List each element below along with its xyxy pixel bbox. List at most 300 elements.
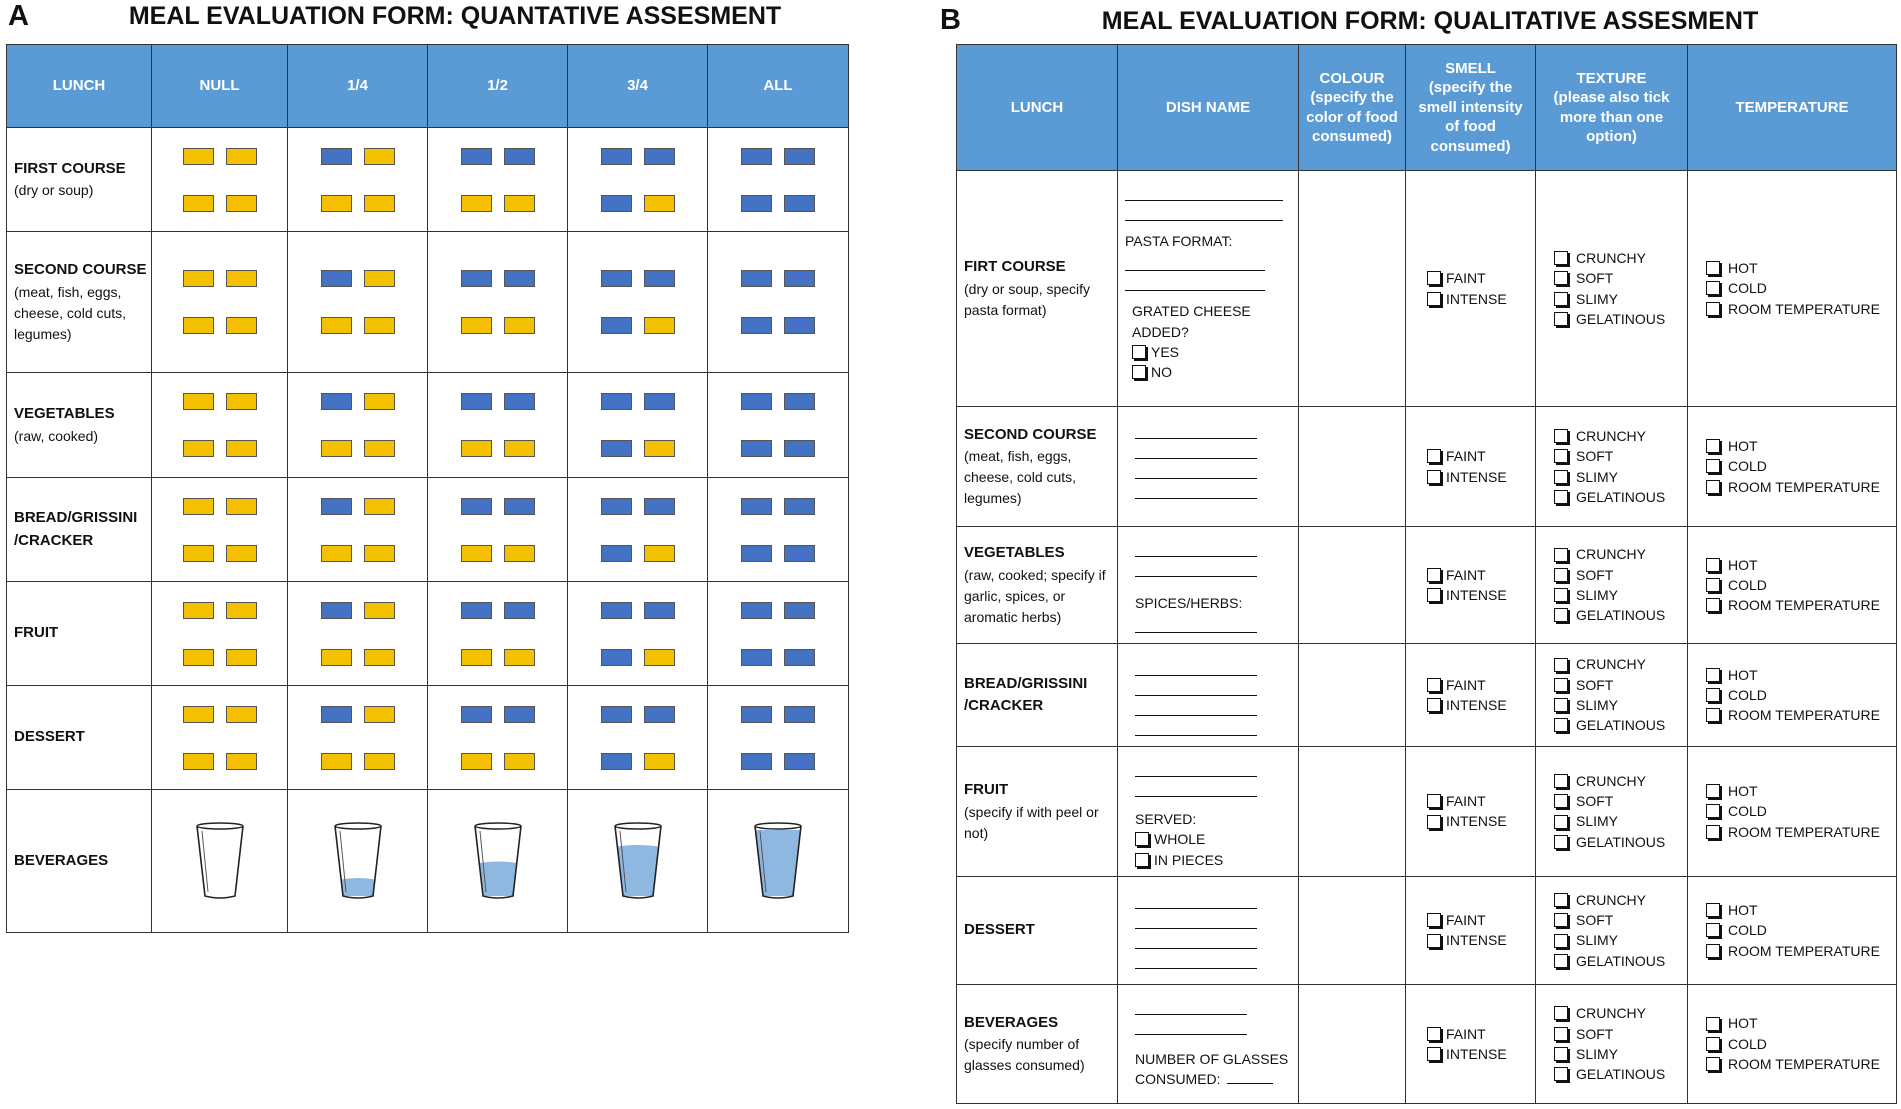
checkbox-icon[interactable] — [1427, 470, 1441, 484]
checkbox-icon[interactable] — [1554, 698, 1568, 712]
smell-option-intense[interactable] — [1427, 467, 1535, 487]
smell-option-intense[interactable] — [1427, 585, 1535, 605]
temperature-option-room-temperature[interactable] — [1706, 941, 1896, 961]
spices-herbs-label: SPICES/HERBS: — [1135, 595, 1243, 611]
dish-name-cell[interactable] — [1118, 644, 1299, 747]
checkbox-icon[interactable] — [1554, 954, 1568, 968]
option-label: SLIMY — [1576, 813, 1619, 830]
checkbox-icon[interactable] — [1554, 271, 1568, 285]
smell-cell — [1406, 747, 1536, 877]
option-label: HOT — [1728, 260, 1758, 277]
checkbox-icon[interactable] — [1554, 658, 1568, 672]
write-in-line[interactable] — [1135, 419, 1257, 439]
checkbox-icon[interactable] — [1427, 449, 1441, 463]
checkbox-icon[interactable] — [1554, 774, 1568, 788]
dish-name-cell[interactable] — [1118, 407, 1299, 527]
eaten-portion-block — [601, 270, 632, 287]
uneaten-portion-block — [461, 649, 492, 666]
dish-name-cell[interactable] — [1118, 527, 1299, 644]
write-in-line[interactable] — [1135, 439, 1257, 459]
portion-cell[interactable] — [568, 373, 708, 478]
portion-cell[interactable] — [708, 232, 849, 373]
served-whole-option[interactable] — [1135, 829, 1298, 849]
colour-cell[interactable] — [1299, 171, 1406, 407]
portion-cell[interactable] — [708, 582, 849, 686]
uneaten-portion-block — [644, 440, 675, 457]
uneaten-portion-block — [321, 440, 352, 457]
write-in-line[interactable] — [1135, 757, 1257, 777]
eaten-portion-block — [741, 649, 772, 666]
glasses-count-blank[interactable] — [1227, 1083, 1273, 1084]
portion-icon — [461, 393, 535, 457]
checkbox-icon[interactable] — [1135, 832, 1149, 846]
texture-option-gelatinous[interactable] — [1554, 487, 1687, 507]
checkbox-icon[interactable] — [1706, 261, 1720, 275]
texture-option-crunchy[interactable] — [1554, 248, 1687, 268]
write-in-line[interactable] — [1135, 459, 1257, 479]
checkbox-icon[interactable] — [1554, 429, 1568, 443]
temperature-option-hot[interactable] — [1706, 665, 1896, 685]
option-label: ROOM TEMPERATURE — [1728, 478, 1880, 495]
uneaten-portion-block — [644, 545, 675, 562]
texture-option-slimy[interactable] — [1554, 289, 1687, 309]
texture-option-soft[interactable] — [1554, 1024, 1687, 1044]
glass-icon — [612, 820, 664, 902]
spacer — [1125, 291, 1298, 301]
eaten-portion-block — [644, 602, 675, 619]
dish-name-cell[interactable] — [1118, 747, 1299, 877]
colour-cell[interactable] — [1299, 644, 1406, 747]
checkbox-icon[interactable] — [1554, 588, 1568, 602]
texture-title: TEXTURE — [1576, 69, 1647, 87]
temperature-option-cold[interactable] — [1706, 685, 1896, 705]
texture-option-soft[interactable] — [1554, 910, 1687, 930]
smell-option-faint[interactable] — [1427, 791, 1535, 811]
checkbox-icon[interactable] — [1554, 1027, 1568, 1041]
portion-cell[interactable] — [152, 232, 288, 373]
checkbox-icon[interactable] — [1706, 804, 1720, 818]
texture-option-slimy[interactable] — [1554, 1044, 1687, 1064]
smell-option-faint[interactable] — [1427, 565, 1535, 585]
temperature-option-cold[interactable] — [1706, 278, 1896, 298]
row-label: SECOND COURSE — [14, 261, 147, 279]
row-label-cell — [957, 644, 1118, 747]
portion-cell[interactable] — [708, 478, 849, 582]
write-in-line[interactable] — [1135, 995, 1247, 1015]
eaten-portion-block — [601, 649, 632, 666]
texture-option-gelatinous[interactable] — [1554, 309, 1687, 329]
temperature-option-room-temperature[interactable] — [1706, 477, 1896, 497]
texture-option-slimy[interactable] — [1554, 585, 1687, 605]
texture-option-soft[interactable] — [1554, 268, 1687, 288]
colour-cell[interactable] — [1299, 747, 1406, 877]
checkbox-icon[interactable] — [1706, 281, 1720, 295]
option-label: CRUNCHY — [1576, 427, 1646, 444]
uneaten-portion-block — [226, 706, 257, 723]
checkbox-icon[interactable] — [1554, 835, 1568, 849]
write-in-line[interactable] — [1135, 889, 1257, 909]
temperature-cell — [1688, 747, 1897, 877]
write-in-line[interactable] — [1135, 929, 1257, 949]
row-label-cell — [957, 171, 1118, 407]
header-three-quarters: 3/4 — [568, 45, 708, 128]
colour-cell[interactable] — [1299, 527, 1406, 644]
checkbox-icon[interactable] — [1706, 439, 1720, 453]
option-label: CRUNCHY — [1576, 1005, 1646, 1022]
portion-cell[interactable] — [428, 478, 568, 582]
texture-option-slimy[interactable] — [1554, 811, 1687, 831]
checkbox-icon[interactable] — [1554, 312, 1568, 326]
table-row — [957, 876, 1897, 984]
checkbox-icon[interactable] — [1554, 449, 1568, 463]
uneaten-portion-block — [364, 545, 395, 562]
temperature-option-hot[interactable] — [1706, 781, 1896, 801]
checkbox-icon[interactable] — [1554, 794, 1568, 808]
portion-cell[interactable] — [288, 790, 428, 933]
dish-lines — [1125, 995, 1298, 1090]
portion-cell[interactable] — [568, 478, 708, 582]
texture-option-slimy[interactable] — [1554, 695, 1687, 715]
portion-cell[interactable] — [152, 790, 288, 933]
checkbox-icon[interactable] — [1427, 1027, 1441, 1041]
eaten-portion-block — [741, 706, 772, 723]
portion-icon — [741, 498, 815, 562]
texture-option-soft[interactable] — [1554, 675, 1687, 695]
checkbox-icon[interactable] — [1706, 1017, 1720, 1031]
checkbox-icon[interactable] — [1554, 608, 1568, 622]
texture-option-crunchy[interactable] — [1554, 1003, 1687, 1023]
temperature-option-hot[interactable] — [1706, 555, 1896, 575]
checkbox-icon[interactable] — [1706, 302, 1720, 316]
temperature-option-hot[interactable] — [1706, 258, 1896, 278]
checkbox-icon[interactable] — [1706, 480, 1720, 494]
portion-cell[interactable] — [152, 373, 288, 478]
write-in-line[interactable] — [1135, 777, 1257, 797]
write-in-line[interactable] — [1125, 251, 1265, 271]
uneaten-portion-block — [321, 545, 352, 562]
texture-option-crunchy[interactable] — [1554, 426, 1687, 446]
portion-cell[interactable] — [568, 128, 708, 232]
smell-option-faint[interactable] — [1427, 1024, 1535, 1044]
checkbox-icon[interactable] — [1706, 903, 1720, 917]
uneaten-portion-block — [183, 753, 214, 770]
write-in-line[interactable] — [1135, 1015, 1247, 1035]
checkbox-icon[interactable] — [1554, 678, 1568, 692]
table-row — [7, 686, 849, 790]
option-label: INTENSE — [1446, 932, 1507, 949]
checkbox-icon[interactable] — [1427, 794, 1441, 808]
smell-option-intense[interactable] — [1427, 811, 1535, 831]
texture-option-crunchy[interactable] — [1554, 544, 1687, 564]
uneaten-portion-block — [461, 753, 492, 770]
row-label-cell — [7, 373, 152, 478]
option-label: SOFT — [1576, 793, 1614, 810]
portion-icon — [183, 148, 257, 212]
portion-cell[interactable] — [708, 686, 849, 790]
colour-cell[interactable] — [1299, 984, 1406, 1103]
row-label-cell — [957, 747, 1118, 877]
texture-option-gelatinous[interactable] — [1554, 832, 1687, 852]
write-in-line[interactable] — [1135, 949, 1257, 969]
checkbox-icon[interactable] — [1706, 578, 1720, 592]
portion-icon — [601, 498, 675, 562]
temperature-cell — [1688, 171, 1897, 407]
row-note: (specify if with peel or not) — [964, 803, 1099, 841]
write-in-line[interactable] — [1135, 537, 1257, 557]
panel-a-title: MEAL EVALUATION FORM: QUANTATIVE ASSESMENT — [128, 2, 782, 30]
write-in-line[interactable] — [1135, 656, 1257, 676]
portion-cell[interactable] — [708, 790, 849, 933]
portion-icon — [461, 270, 535, 334]
option-label: INTENSE — [1446, 587, 1507, 603]
checkbox-icon[interactable] — [1427, 913, 1441, 927]
checkbox-icon[interactable] — [1554, 718, 1568, 732]
checkbox-icon[interactable] — [1427, 678, 1441, 692]
checkbox-icon[interactable] — [1554, 1067, 1568, 1081]
option-label: SOFT — [1576, 270, 1614, 287]
table-row — [957, 407, 1897, 527]
checkbox-icon[interactable] — [1706, 923, 1720, 937]
temperature-option-cold[interactable] — [1706, 801, 1896, 821]
checkbox-icon[interactable] — [1132, 345, 1146, 359]
write-in-line[interactable] — [1135, 613, 1257, 633]
portion-icon — [601, 706, 675, 770]
checkbox-icon[interactable] — [1554, 913, 1568, 927]
write-in-line[interactable] — [1135, 557, 1257, 577]
portion-cell[interactable] — [152, 128, 288, 232]
portion-cell[interactable] — [288, 478, 428, 582]
checkbox-icon[interactable] — [1706, 688, 1720, 702]
temperature-option-cold[interactable] — [1706, 920, 1896, 940]
smell-cell — [1406, 171, 1536, 407]
checkbox-icon[interactable] — [1427, 292, 1441, 306]
checkbox-icon[interactable] — [1554, 292, 1568, 306]
checkbox-icon[interactable] — [1706, 784, 1720, 798]
table-row — [957, 644, 1897, 747]
option-label: SOFT — [1576, 1025, 1614, 1042]
eaten-portion-block — [461, 148, 492, 165]
temperature-option-cold[interactable] — [1706, 456, 1896, 476]
portion-cell[interactable] — [288, 686, 428, 790]
portion-cell[interactable] — [428, 128, 568, 232]
option-label: SLIMY — [1576, 468, 1619, 485]
uneaten-portion-block — [364, 393, 395, 410]
checkbox-icon[interactable] — [1554, 893, 1568, 907]
texture-note: (please also tick more than one option) — [1553, 89, 1670, 145]
checkbox-icon[interactable] — [1706, 708, 1720, 722]
checkbox-icon[interactable] — [1706, 558, 1720, 572]
smell-option-intense[interactable] — [1427, 289, 1535, 309]
checkbox-icon[interactable] — [1706, 825, 1720, 839]
texture-cell — [1536, 984, 1688, 1103]
portion-cell[interactable] — [428, 790, 568, 933]
portion-cell[interactable] — [428, 582, 568, 686]
smell-option-intense[interactable] — [1427, 695, 1535, 715]
table-row — [7, 232, 849, 373]
temperature-option-room-temperature[interactable] — [1706, 822, 1896, 842]
uneaten-portion-block — [364, 440, 395, 457]
temperature-option-hot[interactable] — [1706, 436, 1896, 456]
texture-option-gelatinous[interactable] — [1554, 605, 1687, 625]
uneaten-portion-block — [504, 317, 535, 334]
smell-option-intense[interactable] — [1427, 1044, 1535, 1064]
option-label: FAINT — [1446, 793, 1486, 810]
checkbox-icon[interactable] — [1554, 815, 1568, 829]
smell-option-intense[interactable] — [1427, 930, 1535, 950]
served-label: SERVED: — [1135, 811, 1197, 827]
texture-cell — [1536, 527, 1688, 644]
texture-option-slimy[interactable] — [1554, 930, 1687, 950]
portion-cell[interactable] — [288, 128, 428, 232]
dish-name-cell[interactable] — [1118, 876, 1299, 984]
portion-cell[interactable] — [152, 686, 288, 790]
write-in-line[interactable] — [1135, 909, 1257, 929]
eaten-portion-block — [321, 498, 352, 515]
checkbox-icon[interactable] — [1706, 1057, 1720, 1071]
dish-name-cell[interactable] — [1118, 984, 1299, 1103]
temperature-option-hot[interactable] — [1706, 900, 1896, 920]
temperature-option-cold[interactable] — [1706, 575, 1896, 595]
texture-option-crunchy[interactable] — [1554, 890, 1687, 910]
temperature-cell — [1688, 984, 1897, 1103]
checkbox-icon[interactable] — [1554, 568, 1568, 582]
panel-b-title: MEAL EVALUATION FORM: QUALITATIVE ASSESMENT — [1101, 7, 1759, 35]
checkbox-icon[interactable] — [1554, 548, 1568, 562]
option-label: INTENSE — [1446, 290, 1507, 307]
header-smell — [1406, 45, 1536, 171]
eaten-portion-block — [741, 195, 772, 212]
write-in-line[interactable] — [1135, 696, 1257, 716]
checkbox-icon[interactable] — [1427, 1047, 1441, 1061]
checkbox-icon[interactable] — [1132, 365, 1146, 379]
texture-option-gelatinous[interactable] — [1554, 715, 1687, 735]
colour-cell[interactable] — [1299, 407, 1406, 527]
glass-icon — [472, 820, 524, 902]
uneaten-portion-block — [364, 602, 395, 619]
portion-cell[interactable] — [568, 686, 708, 790]
write-in-line[interactable] — [1125, 181, 1283, 201]
row-note: (raw, cooked; specify if garlic, spices, or aromatic herbs) — [964, 566, 1106, 625]
temperature-option-hot[interactable] — [1706, 1013, 1896, 1033]
checkbox-icon[interactable] — [1427, 934, 1441, 948]
uneaten-portion-block — [644, 317, 675, 334]
smell-option-faint[interactable] — [1427, 910, 1535, 930]
checkbox-icon[interactable] — [1554, 251, 1568, 265]
texture-cell — [1536, 171, 1688, 407]
option-label: HOT — [1728, 556, 1758, 573]
served-in-pieces-option[interactable] — [1135, 850, 1298, 870]
texture-option-slimy[interactable] — [1554, 467, 1687, 487]
portion-cell[interactable] — [568, 790, 708, 933]
temperature-option-room-temperature[interactable] — [1706, 595, 1896, 615]
checkbox-icon[interactable] — [1427, 568, 1441, 582]
texture-option-gelatinous[interactable] — [1554, 1064, 1687, 1084]
portion-cell[interactable] — [288, 582, 428, 686]
smell-option-faint[interactable] — [1427, 268, 1535, 288]
temperature-option-cold[interactable] — [1706, 1034, 1896, 1054]
checkbox-icon[interactable] — [1135, 853, 1149, 867]
eaten-portion-block — [784, 270, 815, 287]
portion-cell[interactable] — [428, 232, 568, 373]
colour-cell[interactable] — [1299, 876, 1406, 984]
uneaten-portion-block — [321, 317, 352, 334]
portion-cell[interactable] — [568, 232, 708, 373]
checkbox-icon[interactable] — [1554, 470, 1568, 484]
texture-option-soft[interactable] — [1554, 791, 1687, 811]
portion-cell[interactable] — [288, 373, 428, 478]
checkbox-icon[interactable] — [1706, 668, 1720, 682]
glasses-consumed-line[interactable] — [1135, 1069, 1298, 1089]
uneaten-portion-block — [321, 753, 352, 770]
option-label: FAINT — [1446, 566, 1486, 583]
texture-option-soft[interactable] — [1554, 565, 1687, 585]
texture-option-crunchy[interactable] — [1554, 771, 1687, 791]
checkbox-icon[interactable] — [1427, 588, 1441, 602]
temperature-option-room-temperature[interactable] — [1706, 1054, 1896, 1074]
texture-option-soft[interactable] — [1554, 446, 1687, 466]
eaten-portion-block — [461, 602, 492, 619]
smell-option-faint[interactable] — [1427, 446, 1535, 466]
temperature-option-room-temperature[interactable] — [1706, 705, 1896, 725]
option-label: CRUNCHY — [1576, 249, 1646, 266]
write-in-line[interactable] — [1125, 271, 1265, 291]
checkbox-icon[interactable] — [1706, 944, 1720, 958]
write-in-line[interactable] — [1135, 479, 1257, 499]
portion-cell[interactable] — [152, 478, 288, 582]
portion-cell[interactable] — [288, 232, 428, 373]
write-in-line[interactable] — [1135, 716, 1257, 736]
smell-title: SMELL — [1445, 59, 1496, 77]
checkbox-icon[interactable] — [1706, 598, 1720, 612]
row-label: VEGETABLES — [964, 544, 1065, 562]
row-label: BEVERAGES — [14, 851, 109, 869]
texture-option-gelatinous[interactable] — [1554, 951, 1687, 971]
checkbox-icon[interactable] — [1427, 698, 1441, 712]
header-row — [957, 45, 1897, 171]
portion-cell[interactable] — [568, 582, 708, 686]
option-label: YES — [1151, 343, 1180, 360]
uneaten-portion-block — [183, 148, 214, 165]
checkbox-icon[interactable] — [1706, 1037, 1720, 1051]
option-label: HOT — [1728, 1015, 1758, 1032]
cheese-yes-option[interactable] — [1132, 342, 1298, 362]
dish-name-cell[interactable] — [1118, 171, 1299, 407]
portion-cell[interactable] — [428, 373, 568, 478]
cheese-no-option[interactable] — [1132, 362, 1298, 382]
texture-option-crunchy[interactable] — [1554, 654, 1687, 674]
uneaten-portion-block — [364, 148, 395, 165]
write-in-line[interactable] — [1125, 201, 1283, 221]
portion-cell[interactable] — [708, 128, 849, 232]
checkbox-icon[interactable] — [1554, 490, 1568, 504]
checkbox-icon[interactable] — [1427, 815, 1441, 829]
portion-cell[interactable] — [708, 373, 849, 478]
temperature-option-room-temperature[interactable] — [1706, 299, 1896, 319]
write-in-line[interactable] — [1135, 676, 1257, 696]
portion-cell[interactable] — [428, 686, 568, 790]
checkbox-icon[interactable] — [1706, 459, 1720, 473]
checkbox-icon[interactable] — [1554, 1006, 1568, 1020]
smell-option-faint[interactable] — [1427, 675, 1535, 695]
portion-cell[interactable] — [152, 582, 288, 686]
option-label: CRUNCHY — [1576, 546, 1646, 563]
row-label: BREAD/GRISSINI /CRACKER — [14, 509, 138, 549]
uneaten-portion-block — [644, 649, 675, 666]
checkbox-icon[interactable] — [1554, 1047, 1568, 1061]
checkbox-icon[interactable] — [1554, 934, 1568, 948]
checkbox-icon[interactable] — [1427, 271, 1441, 285]
row-label: BREAD/GRISSINI /CRACKER — [964, 674, 1088, 714]
